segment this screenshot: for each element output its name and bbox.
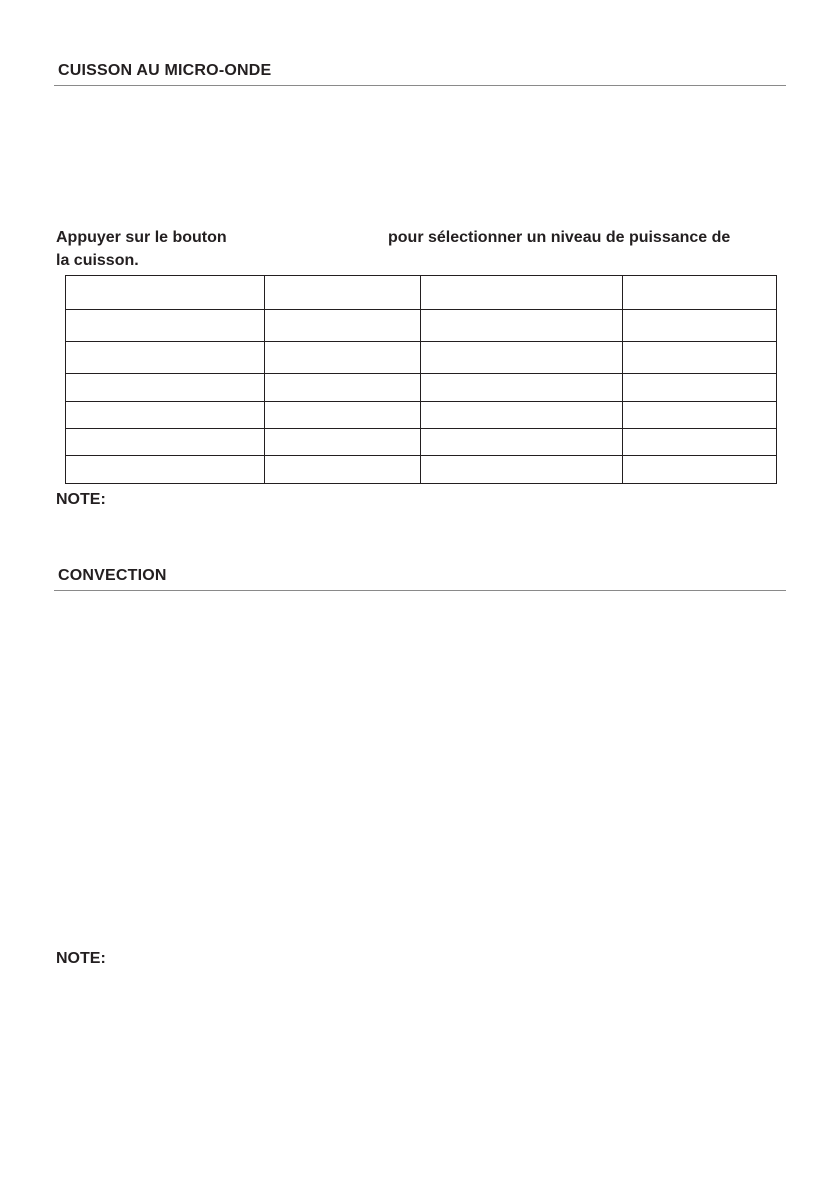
table-cell xyxy=(623,429,777,456)
table-cell xyxy=(66,310,265,342)
table-cell xyxy=(265,342,421,374)
table-cell xyxy=(623,402,777,429)
instruction-second-line: la cuisson. xyxy=(56,252,139,269)
table-cell xyxy=(623,456,777,484)
table-row xyxy=(66,429,777,456)
note-label-micro-onde: NOTE: xyxy=(56,491,106,508)
table-row xyxy=(66,310,777,342)
table-cell xyxy=(66,402,265,429)
table-cell xyxy=(265,402,421,429)
table-cell xyxy=(421,276,623,310)
table-cell xyxy=(265,429,421,456)
table-cell xyxy=(66,342,265,374)
instruction-lead-text: Appuyer sur le bouton xyxy=(56,229,227,246)
table-cell xyxy=(421,429,623,456)
table-row xyxy=(66,456,777,484)
table-cell xyxy=(265,374,421,402)
table-cell xyxy=(421,342,623,374)
table-cell xyxy=(623,276,777,310)
table-cell xyxy=(66,374,265,402)
table-cell xyxy=(623,342,777,374)
heading-divider xyxy=(54,85,786,86)
table-cell xyxy=(421,456,623,484)
table-cell xyxy=(421,374,623,402)
table-cell xyxy=(66,276,265,310)
section-heading-micro-onde: CUISSON AU MICRO-ONDE xyxy=(58,62,272,79)
table-row xyxy=(66,402,777,429)
table-cell xyxy=(265,276,421,310)
power-level-table xyxy=(65,275,777,484)
table-cell xyxy=(623,310,777,342)
table-cell xyxy=(66,456,265,484)
heading-divider xyxy=(54,590,786,591)
table-cell xyxy=(265,310,421,342)
table-row xyxy=(66,342,777,374)
table-row xyxy=(66,276,777,310)
table-cell xyxy=(421,310,623,342)
table-cell xyxy=(265,456,421,484)
section-heading-convection: CONVECTION xyxy=(58,567,167,584)
table-cell xyxy=(66,429,265,456)
table-row xyxy=(66,374,777,402)
table-cell xyxy=(421,402,623,429)
table-cell xyxy=(623,374,777,402)
instruction-trail-text: pour sélectionner un niveau de puissance de xyxy=(388,229,731,246)
note-label-convection: NOTE: xyxy=(56,950,106,967)
